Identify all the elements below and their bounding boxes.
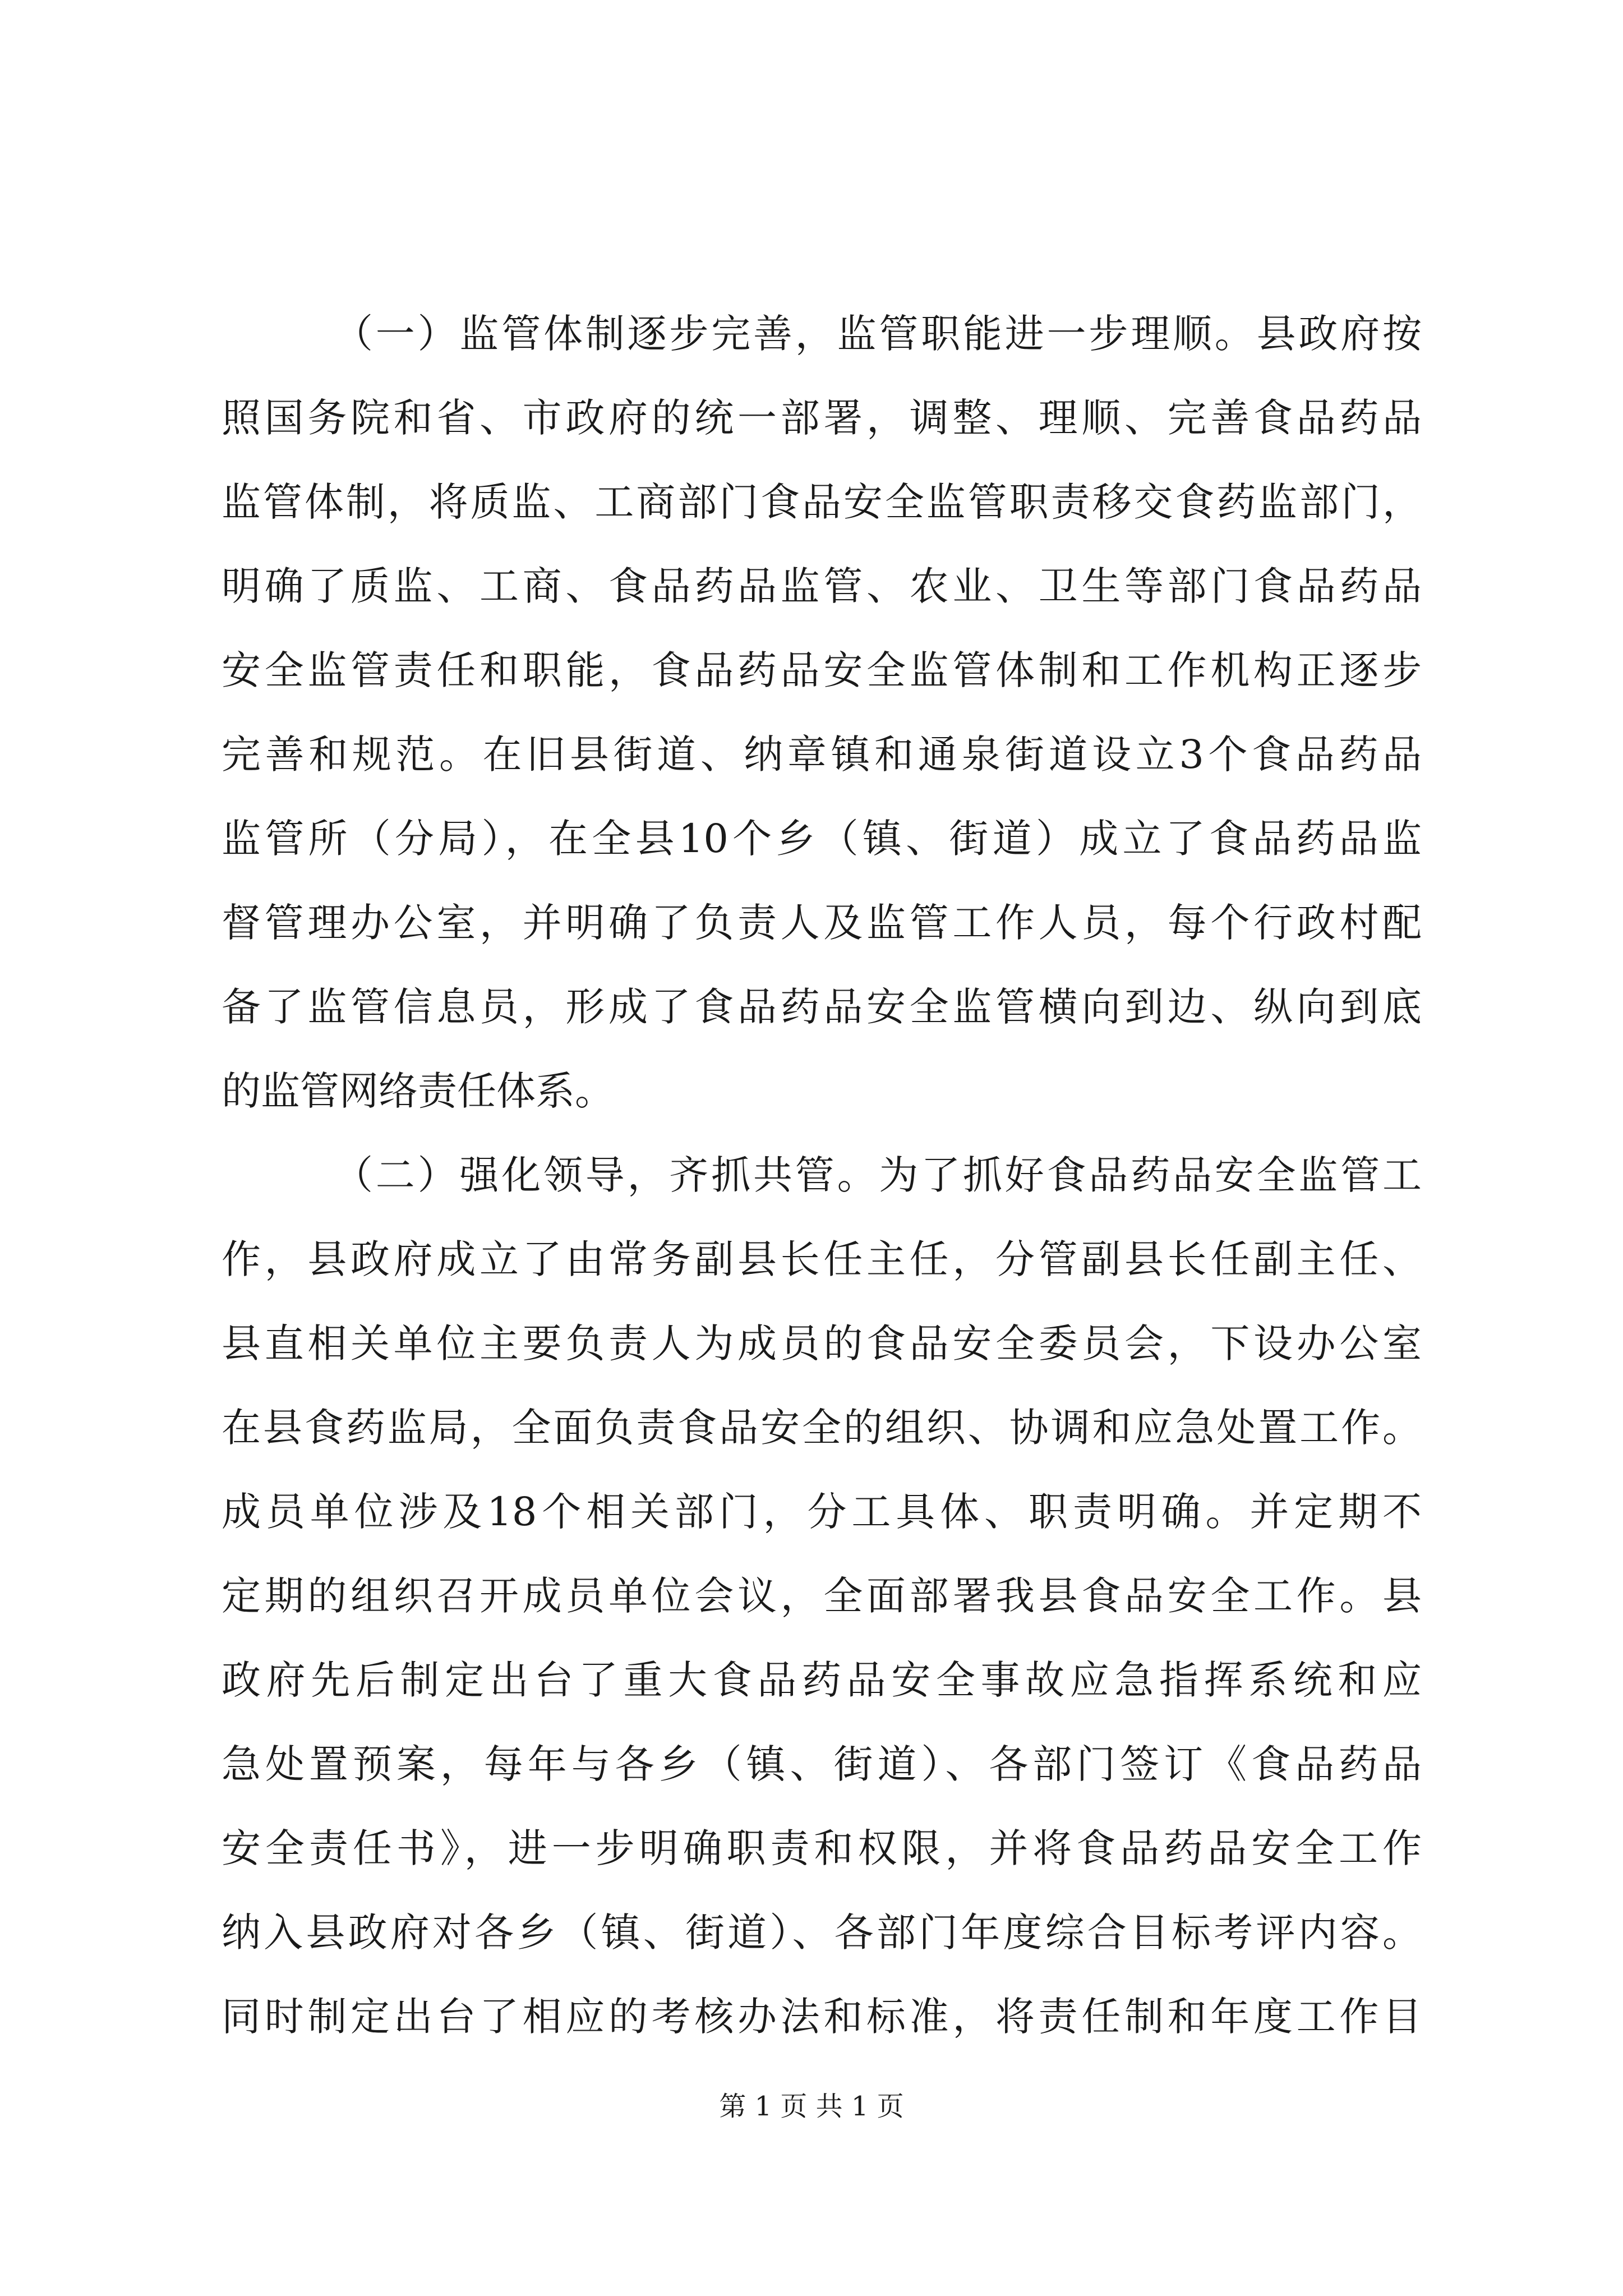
paragraph-line: 定期的组织召开成员单位会议，全面部署我县食品安全工作。县 [222,1573,1422,1619]
paragraph-line: 同时制定出台了相应的考核办法和标准，将责任制和年度工作目 [222,1994,1422,2040]
paragraph-line: 明确了质监、工商、食品药品监管、农业、卫生等部门食品药品 [222,563,1422,609]
paragraph-line: 备了监管信息员，形成了食品药品安全监管横向到边、纵向到底 [222,984,1422,1030]
paragraph-2 [222,1133,1422,2059]
paragraph-line: 督管理办公室，并明确了负责人及监管工作人员，每个行政村配 [222,900,1422,946]
paragraph-line: 的监管网络责任体系。 [222,1068,614,1114]
paragraph-1 [222,292,1422,1133]
document-body [222,292,1422,2059]
paragraph-line: （二）强化领导，齐抓共管。为了抓好食品药品安全监管工 [334,1152,1422,1198]
paragraph-line: 安全责任书》，进一步明确职责和权限，并将食品药品安全工作 [222,1825,1422,1871]
paragraph-line: 监管体制，将质监、工商部门食品安全监管职责移交食药监部门， [222,479,1422,525]
paragraph-line: （一）监管体制逐步完善，监管职能进一步理顺。县政府按 [334,311,1422,357]
paragraph-line: 县直相关单位主要负责人为成员的食品安全委员会，下设办公室 [222,1320,1422,1366]
paragraph-line: 照国务院和省、市政府的统一部署，调整、理顺、完善食品药品 [222,395,1422,441]
page-footer: 第 1 页 共 1 页 [719,2091,904,2122]
paragraph-line: 作，县政府成立了由常务副县长任主任，分管副县长任副主任、 [222,1236,1422,1282]
paragraph-line: 在县食药监局，全面负责食品安全的组织、协调和应急处置工作。 [222,1405,1422,1451]
paragraph-line: 政府先后制定出台了重大食品药品安全事故应急指挥系统和应 [222,1657,1422,1703]
paragraph-line: 成员单位涉及18个相关部门，分工具体、职责明确。并定期不 [222,1489,1422,1535]
paragraph-line: 监管所（分局），在全县10个乡（镇、街道）成立了食品药品监 [222,816,1422,862]
paragraph-line: 完善和规范。在旧县街道、纳章镇和通泉街道设立3个食品药品 [222,731,1422,777]
paragraph-line: 安全监管责任和职能，食品药品安全监管体制和工作机构正逐步 [222,647,1422,693]
paragraph-line: 急处置预案，每年与各乡（镇、街道）、各部门签订《食品药品 [222,1741,1422,1787]
paragraph-line: 纳入县政府对各乡（镇、街道）、各部门年度综合目标考评内容。 [222,1910,1422,1955]
